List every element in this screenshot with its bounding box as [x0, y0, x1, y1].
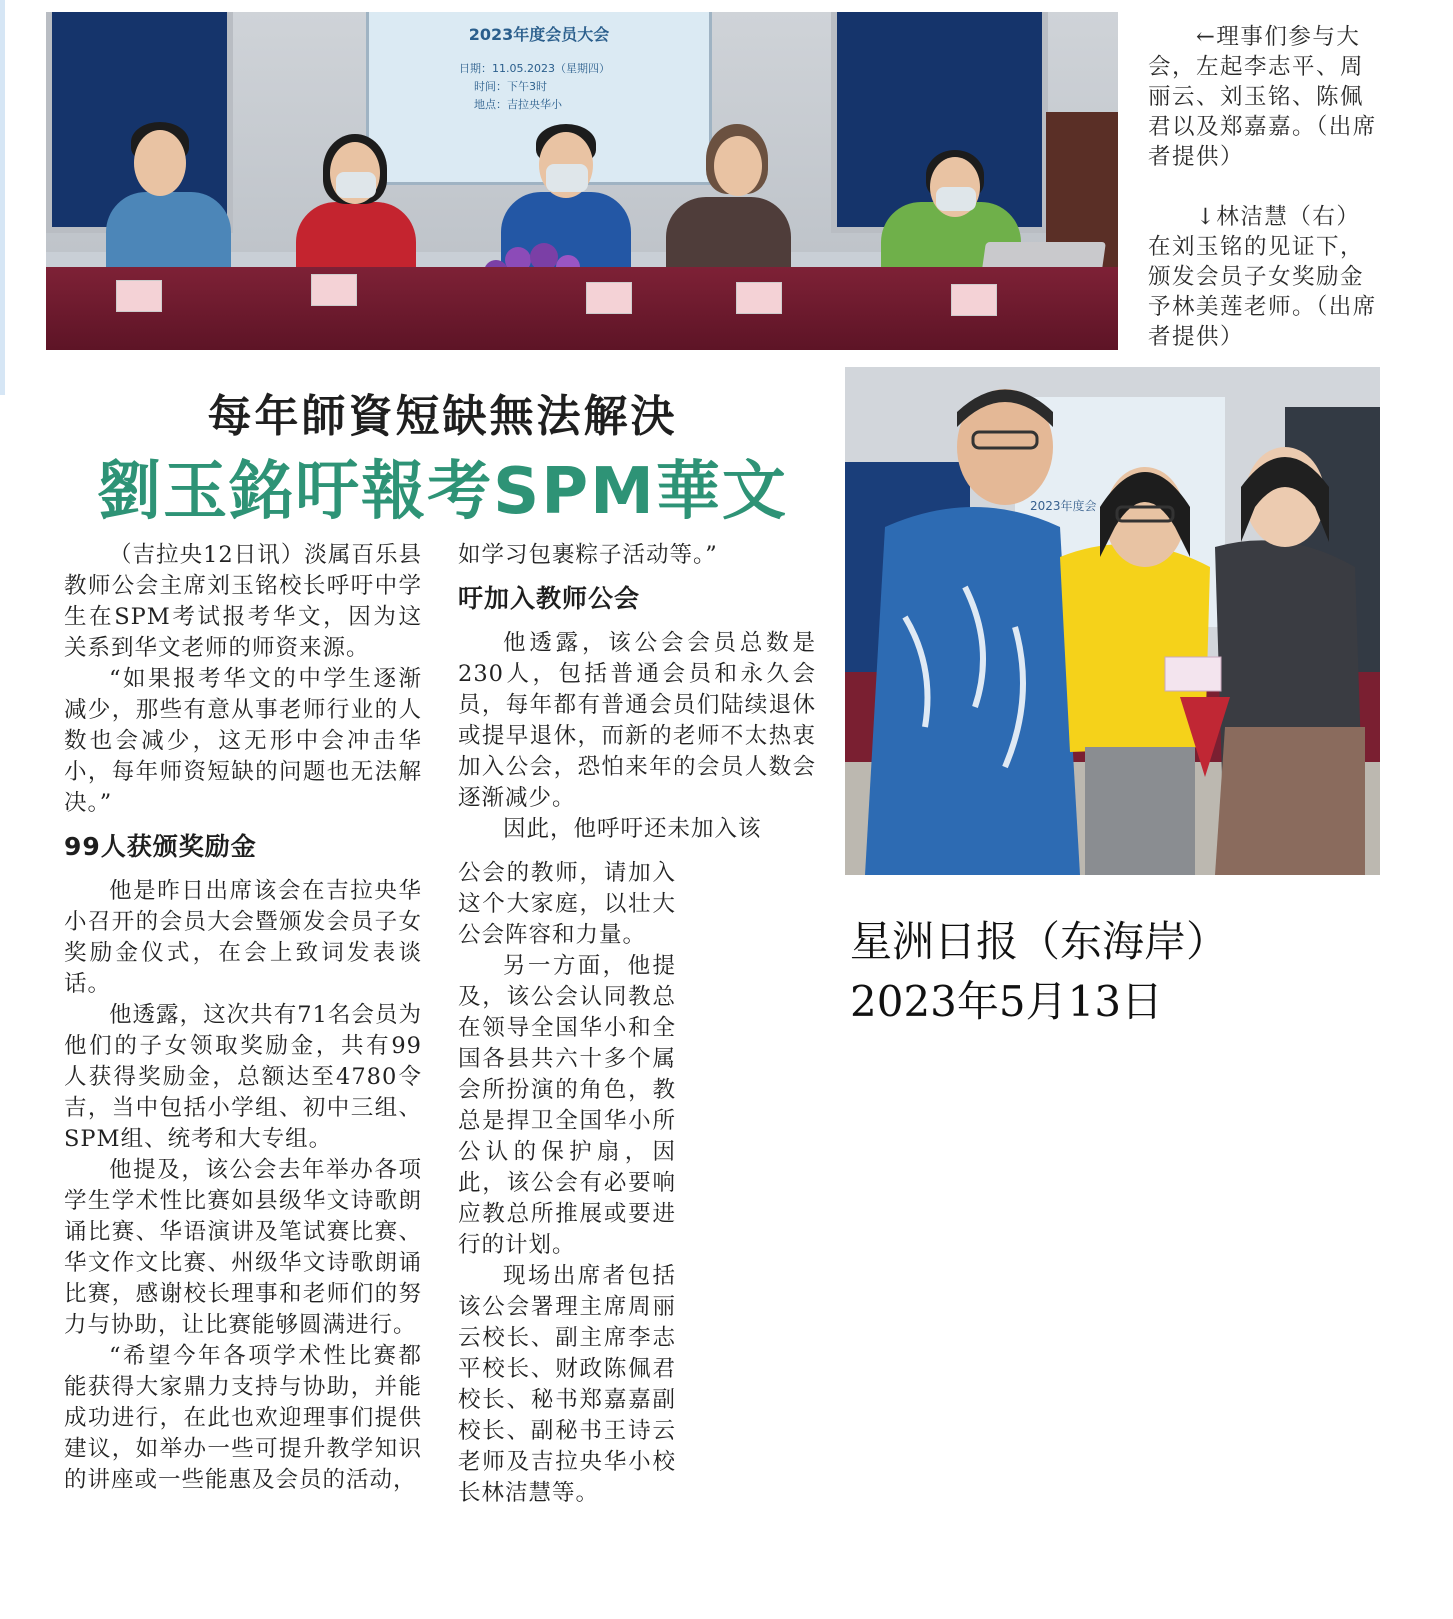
- newspaper-name: 星洲日报（东海岸）: [850, 917, 1229, 966]
- paragraph: 他提及，该公会去年举办各项学生学术性比赛如县级华文诗歌朗诵比赛、华语演讲及笔试赛比赛、华文作文比赛、州级华文诗歌朗诵比赛，感谢校长理事和老师们的努力与协助，让比赛能够圆满进行。: [64, 1157, 422, 1338]
- name-card: [586, 282, 632, 314]
- paragraph: 现场出席者包括该公会署理主席周丽云校长、副主席李志平校长、财政陈佩君校长、秘书郑嘉嘉副校长、副秘书王诗云老师及吉拉央华小校长林洁慧等。: [458, 1263, 676, 1506]
- paragraph: 他透露，该公会会员总数是230人，包括普通会员和永久会员，每年都有普通会员们陆续退休或提早退休，而新的老师不太热衷加入公会，恐怕来年的会员人数会逐渐减少。: [458, 630, 816, 811]
- screen-time: 时间：下午3时: [474, 80, 547, 93]
- name-card: [116, 280, 162, 312]
- headline-kicker: 每年師資短缺無法解決: [207, 391, 678, 442]
- screen-title: 2023年度会员大会: [468, 25, 610, 44]
- subheading: 吁加入教师公会: [458, 584, 641, 613]
- headline-main: 劉玉銘吁報考SPM華文: [97, 455, 788, 529]
- name-card: [311, 274, 357, 306]
- paragraph: 他是昨日出席该会在吉拉央华小召开的会员大会暨颁发会员子女奖励金仪式，在会上致词发表谈话。: [64, 878, 422, 997]
- award-photo: [845, 367, 1380, 875]
- name-card: [736, 282, 782, 314]
- subheading: 99人获颁奖励金: [64, 832, 257, 861]
- paragraph: （吉拉央12日讯）淡属百乐县教师公会主席刘玉铭校长呼吁中学生在SPM考试报考华文，因为这关系到华文老师的师资来源。: [64, 542, 422, 661]
- source-label: [850, 912, 1228, 1032]
- name-card: [951, 284, 997, 316]
- people-illustration: [845, 367, 1380, 875]
- paragraph: 他透露，这次共有71名会员为他们的子女领取奖励金，共有99人获得奖励金，总额达至4780令吉，当中包括小学组、初中三组、SPM组、统考和大专组。: [64, 1002, 422, 1152]
- photo-caption-1: ←理事们参与大会，左起李志平、周丽云、刘玉铭、陈佩君以及郑嘉嘉。（出席者提供）: [1148, 24, 1377, 170]
- paragraph: “希望今年各项学术性比赛都能获得大家鼎力支持与协助，并能成功进行，在此也欢迎理事们提供建议，如举办一些可提升教学知识的讲座或一些能惠及会员的活动，: [64, 1343, 422, 1493]
- publication-date: 2023年5月13日: [850, 977, 1164, 1026]
- paragraph: 因此，他呼吁还未加入该: [503, 816, 762, 842]
- paragraph: 公会的教师，请加入这个大家庭，以壮大公会阵容和力量。: [458, 860, 676, 948]
- paragraph: 如学习包裹粽子活动等。”: [458, 542, 718, 568]
- meeting-photo: [46, 12, 1118, 350]
- article-column-2-narrow: [458, 858, 676, 1509]
- screen-place: 地点：吉拉央华小: [474, 98, 562, 111]
- article-column-2: [458, 540, 816, 845]
- screen-date: 日期：11.05.2023（星期四）: [459, 62, 610, 75]
- article-column-1: [64, 540, 422, 1496]
- page-edge-strip: [0, 0, 5, 395]
- paragraph: “如果报考华文的中学生逐渐减少，那些有意从事老师行业的人数也会减少，这无形中会冲击华小，每年师资短缺的问题也无法解决。”: [64, 666, 422, 816]
- photo-caption-2: ↓林洁慧（右）在刘玉铭的见证下，颁发会员子女奖励金予林美莲老师。（出席者提供）: [1148, 204, 1377, 350]
- screen-text: 2023年度会: [1030, 499, 1097, 513]
- paragraph: 另一方面，他提及，该公会认同教总在领导全国华小和全国各县共六十多个属会所扮演的角色，教总是捍卫全国华小所公认的保护扇，因此，该公会有必要响应教总所推展或要进行的计划。: [458, 953, 676, 1258]
